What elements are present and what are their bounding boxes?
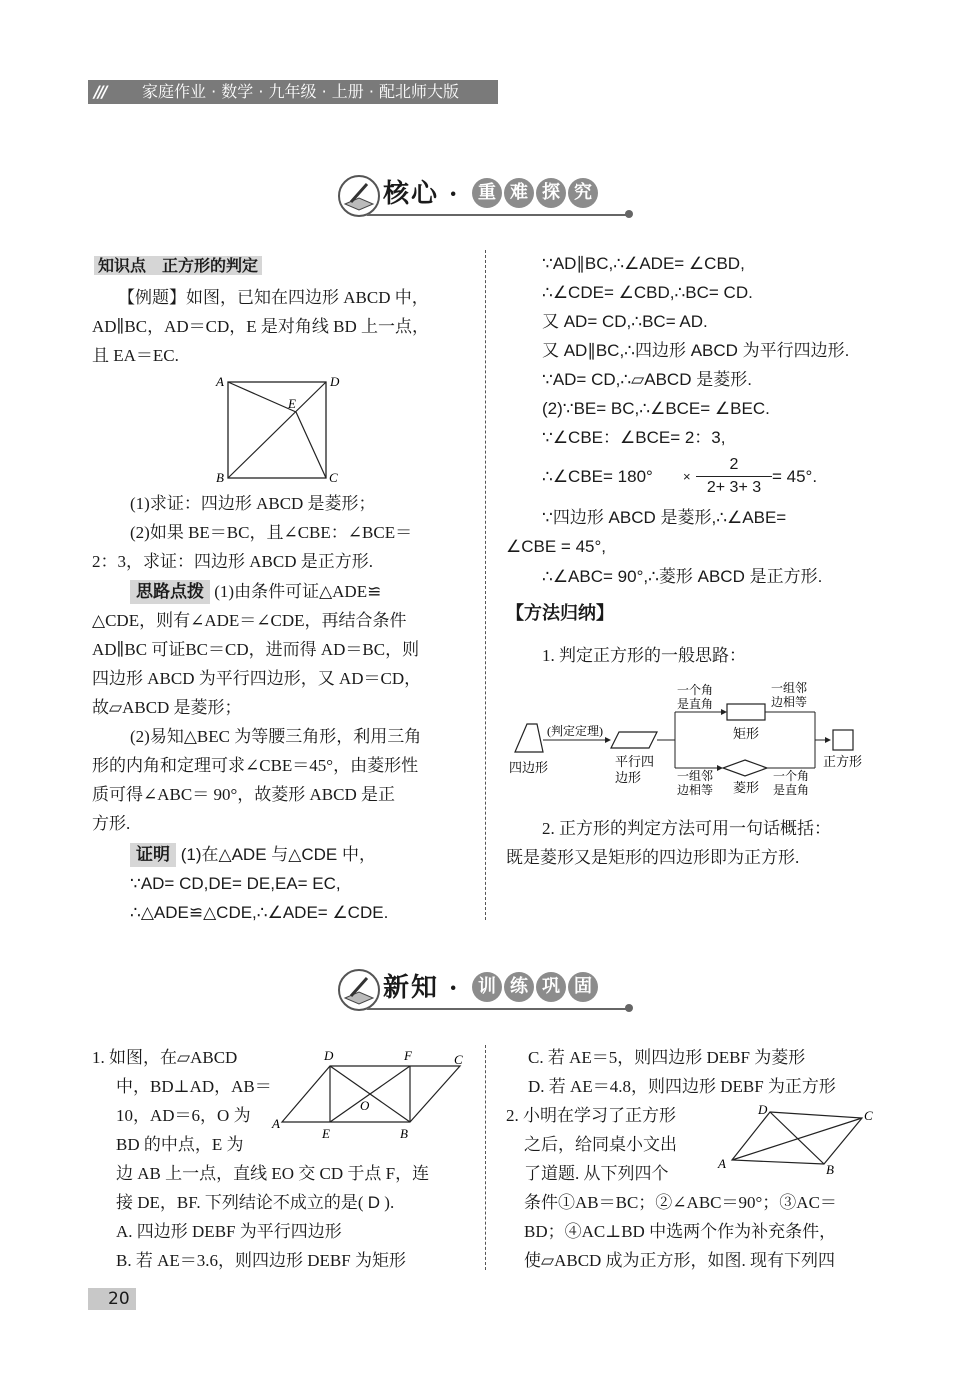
question-part-1: (1)求证：四边形 ABCD 是菱形； [130,494,376,513]
q1-label-d: D [324,1048,334,1063]
flow-adj-label-1b: 边相等 [771,695,808,709]
rhombus-shape [723,760,767,776]
square-flowchart [505,680,880,802]
point-label-b: B [216,470,224,485]
flow-square-label: 正方形 [823,754,863,769]
proof-line-11b: = 45°. [772,467,818,486]
header-slashes: /// [94,82,106,101]
proof-line-13: ∠CBE = 45°, [506,537,606,556]
q2-label-d: D [758,1102,768,1117]
banner-char: 固 [568,972,598,1002]
q1-option-d: D. 若 AE＝4.8，则四边形 DEBF 为正方形 [528,1077,836,1096]
point-label-a: A [216,374,224,389]
page-number: 20 [108,1289,130,1309]
point-label-e: E [288,396,296,411]
q1-label-e: E [322,1126,330,1141]
proof-line-12: ∵四边形 ABCD 是菱形,∴∠ABE= [542,508,787,527]
book-pen-icon [337,174,381,218]
q2-line-5: BD；④AC⊥BD 中选两个作为补充条件， [524,1222,837,1241]
quadrilateral-shape [515,724,543,752]
running-header [88,80,498,104]
flow-angle-label-2a: 一个角 [773,769,810,783]
banner-dot: · [449,973,458,1002]
q2-figure [712,1102,882,1178]
q1-line-3: 10，AD＝6，O 为 [116,1106,251,1125]
banner-main-text: 新知 [383,973,440,1003]
hint-line-2: △CDE，则有∠ADE＝∠CDE，再结合条件 [92,611,407,630]
square-shape [833,730,853,750]
proof-line-11a: ∴∠CBE= 180° [542,467,653,486]
proof-line-9: (2)∵BE= BC,∴∠BCE= ∠BEC. [542,399,770,418]
segment-ec [296,412,326,478]
hint-label: 思路点拨 [130,580,210,604]
flow-rhombus-label: 菱形 [733,780,760,795]
flow-rect-label: 矩形 [733,726,760,741]
flow-adj-label-2a: 一组邻 [677,769,714,783]
question-part-2b: 2：3，求证：四边形 ABCD 是正方形. [92,552,373,571]
segment-ae [228,382,296,412]
q1-option-c: C. 若 AE＝5，则四边形 DEBF 为菱形 [528,1048,806,1067]
proof-line-7: 又 AD∥BC,∴四边形 ABCD 为平行四边形. [542,341,850,360]
book-pen-icon [337,968,381,1012]
fraction-denominator: 2+ 3+ 3 [706,479,762,496]
q1-line-4: BD 的中点，E 为 [116,1135,244,1154]
q1-option-b: B. 若 AE＝3.6，则四边形 DEBF 为矩形 [116,1251,406,1270]
banner-main-text: 核心 [383,179,440,209]
example-figure [212,372,348,486]
diagonal-ca [732,1118,862,1160]
q1-line-6: 接 DE，BF. 下列结论不成立的是( D ). [116,1193,395,1212]
example-line-2: AD∥BC，AD＝CD，E 是对角线 BD 上一点， [92,317,430,336]
proof-line-3: ∴△ADE≌△CDE,∴∠ADE= ∠CDE. [130,903,389,922]
proof-line-4: ∵AD∥BC,∴∠ADE= ∠CBD, [542,254,745,273]
hint-line-9: 方形. [92,814,131,833]
diagonal-bd [228,382,326,478]
banner-char: 巩 [536,972,566,1002]
flow-angle-label-1a: 一个角 [677,683,714,697]
q1-label-b: B [400,1126,408,1141]
flow-adj-label-1a: 一组邻 [771,681,808,695]
example-line-3: 且 EA＝EC. [92,346,179,365]
flow-quad-label: 四边形 [509,760,549,775]
column-divider [485,250,486,920]
banner-underline [367,214,629,216]
point-label-c: C [329,470,338,485]
proof-line-6: 又 AD= CD,∴BC= AD. [542,312,708,331]
q2-label-a: A [718,1156,726,1171]
method-point-1: 1. 判定正方形的一般思路： [542,646,746,665]
flow-theorem-label: (判定定理) [547,724,603,738]
section-banner-new [337,966,637,1016]
q2-label-b: B [826,1162,834,1177]
flow-angle-label-2b: 是直角 [773,783,810,797]
q2-line-1: 2. 小明在学习了正方形 [506,1106,676,1125]
banner-char: 探 [536,178,566,208]
q1-line-2: 中，BD⊥AD，AB＝ [116,1077,272,1096]
proof-label: 证明 [130,843,176,867]
hint-line-3: AD∥BC 可证BC＝CD，进而得 AD＝BC，则 [92,640,420,659]
hint-line-6: (2)易知△BEC 为等腰三角形，利用三角 [130,727,422,746]
hint-line-7: 形的内角和定理可求∠CBE＝45°，由菱形性 [92,756,419,775]
flow-angle-label-1b: 是直角 [677,697,714,711]
example-label: 【例题】 [118,288,186,307]
q2-line-4: 条件①AB＝BC；②∠ABC＝90°；③AC＝ [524,1193,837,1212]
method-point-2b: 既是菱形又是矩形的四边形即为正方形. [506,848,800,867]
method-point-2a: 2. 正方形的判定方法可用一句话概括： [542,819,831,838]
flow-para-label-1: 平行四 [615,754,655,769]
banner-underline-dot [625,1004,633,1012]
banner-underline [367,1008,629,1010]
q1-label-f: F [404,1048,412,1063]
method-label: 【方法归纳】 [506,603,614,624]
proof-line-10: ∵∠CBE：∠BCE= 2：3, [542,428,726,447]
banner-char: 重 [472,178,502,208]
hint-line-5: 故▱ABCD 是菱形； [92,698,242,717]
example-line-1: 【例题】如图，已知在四边形 ABCD 中， [118,288,429,307]
q1-label-c: C [454,1052,463,1067]
q2-label-c: C [864,1108,873,1123]
banner-dot: · [449,179,458,208]
proof-line-14: ∴∠ABC= 90°,∴菱形 ABCD 是正方形. [542,567,823,586]
banner-underline-dot [625,210,633,218]
q2-line-2: 之后，给同桌小文出 [524,1135,677,1154]
flow-adj-label-2b: 边相等 [677,783,714,797]
banner-char: 究 [568,178,598,208]
column-divider [485,1045,486,1270]
q1-line-5: 边 AB 上一点，直线 EO 交 CD 于点 F，连 [116,1164,430,1183]
proof-line-2: ∵AD= CD,DE= DE,EA= EC, [130,874,341,893]
q1-answer: D [367,1193,381,1212]
times-sign: × [683,469,691,484]
header-title: 家庭作业 · 数学 · 九年级 · 上册 · 配北师大版 [142,82,460,101]
topic-label: 知识点 正方形的判定 [94,254,262,278]
proof-line-8: ∵AD= CD,∴▱ABCD 是菱形. [542,370,752,389]
point-label-d: D [330,374,340,389]
proof-line-5: ∴∠CDE= ∠CBD,∴BC= CD. [542,283,753,302]
fraction-numerator: 2 [729,456,739,473]
flow-para-label-2: 边形 [615,770,642,785]
hint-line-8: 质可得∠ABC＝ 90°，故菱形 ABCD 是正 [92,785,395,804]
q2-line-3: 了道题. 从下列四个 [524,1164,669,1183]
proof-line-1: 证明 (1)在△ADE 与△CDE 中， [130,843,376,867]
q1-label-a: A [272,1116,280,1131]
rectangle-shape [727,704,765,720]
q2-line-6: 使▱ABCD 成为正方形，如图. 现有下列四 [524,1251,836,1270]
banner-char: 训 [472,972,502,1002]
question-part-2: (2)如果 BE＝BC，且∠CBE：∠BCE＝ [130,523,413,542]
banner-char: 练 [504,972,534,1002]
fraction-bar [696,476,772,477]
section-banner-core [337,172,637,222]
q1-figure [270,1046,470,1142]
q1-option-a: A. 四边形 DEBF 为平行四边形 [116,1222,342,1241]
hint-line-1: 思路点拨 (1)由条件可证△ADE≌ [130,580,381,604]
diagonal-db [770,1112,824,1164]
parallelogram-shape [611,732,657,748]
banner-char: 难 [504,178,534,208]
hint-line-4: 四边形 ABCD 为平行四边形，又 AD＝CD， [92,669,422,688]
q1-label-o: O [360,1098,370,1113]
q1-line-1: 1. 如图，在▱ABCD [92,1048,238,1067]
